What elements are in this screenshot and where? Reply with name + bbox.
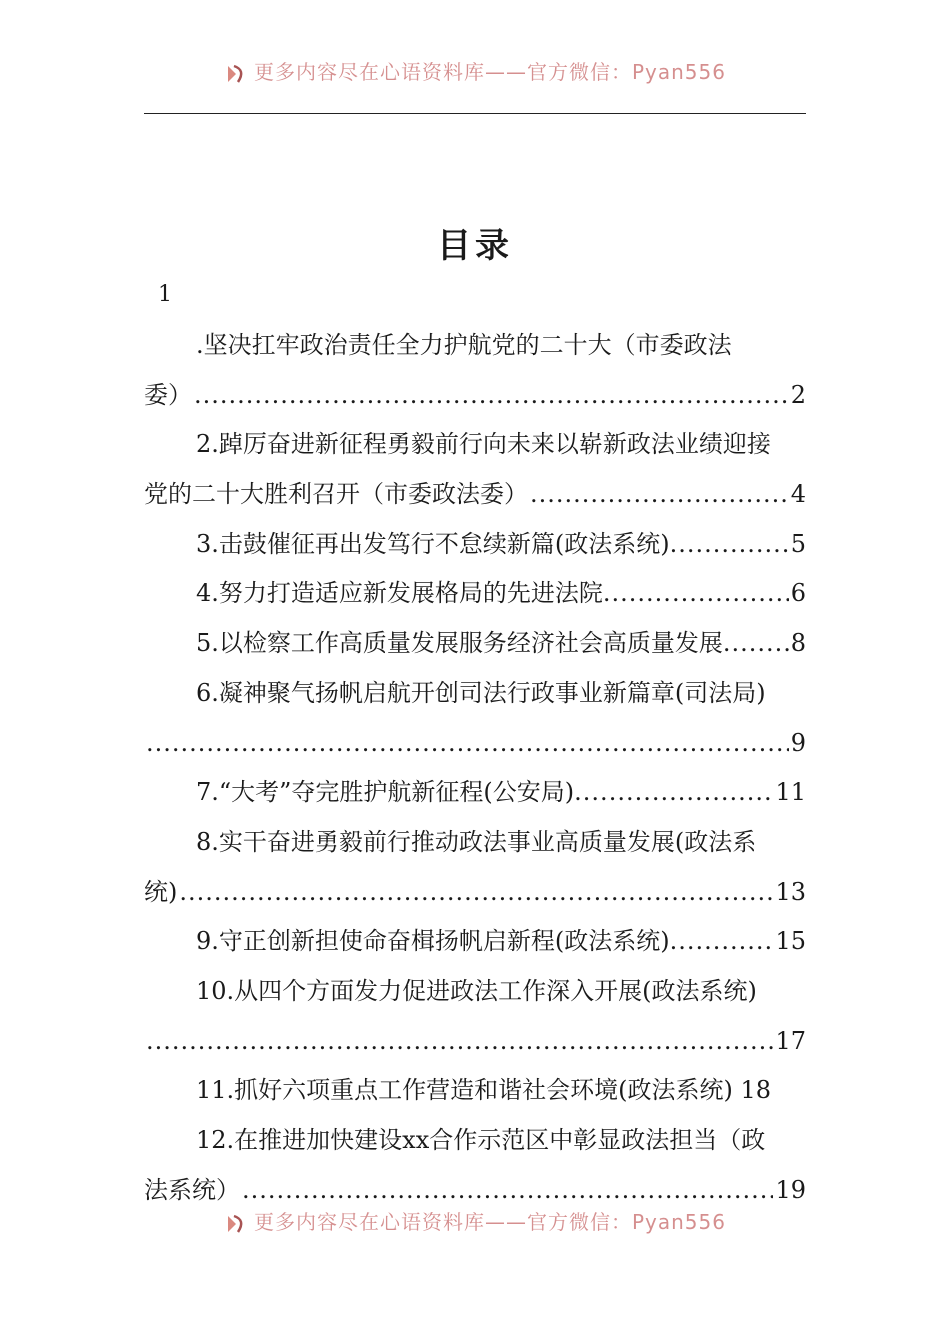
toc-page-number: 9 xyxy=(790,728,806,757)
toc-page-number: 4 xyxy=(790,480,806,509)
toc-entry-text: 8.实干奋进勇毅前行推动政法事业高质量发展(政法系 xyxy=(196,827,757,856)
toc-entry-text: 5.以检察工作高质量发展服务经济社会高质量发展 xyxy=(196,629,723,658)
toc-line xyxy=(144,719,806,769)
toc-entry-text: 委） xyxy=(144,380,192,409)
toc-entry-text: 4.努力打造适应新发展格局的先进法院 xyxy=(196,579,603,608)
toc-leader-dots xyxy=(530,470,789,520)
toc-leader-dots xyxy=(574,768,773,818)
brand-logo-icon xyxy=(224,62,248,85)
toc-line xyxy=(144,818,806,868)
toc-page-number: 5 xyxy=(790,529,806,558)
toc-leader-dots xyxy=(670,520,789,570)
toc-leader-dots xyxy=(723,619,789,669)
toc-entry-text: 6.凝神聚气扬帆启航开创司法行政事业新篇章(司法局) xyxy=(196,678,766,707)
toc-entry-text: 9.守正创新担使命奋楫扬帆启新程(政法系统) xyxy=(196,927,670,956)
toc-line xyxy=(144,321,806,371)
toc-leader-dots xyxy=(146,1017,773,1067)
watermark-footer xyxy=(0,1206,950,1234)
toc-entry-text: .坚决扛牢政治责任全力护航党的二十大（市委政法 xyxy=(196,331,732,359)
toc-leader-dots xyxy=(194,371,789,421)
toc-line xyxy=(144,569,806,619)
toc-leader-dots xyxy=(670,917,774,967)
toc-leader-dots xyxy=(146,719,789,769)
toc-line xyxy=(144,967,806,1017)
toc-entry-text: 统) xyxy=(144,877,178,906)
header-rule xyxy=(144,113,806,114)
toc-entry-text: 法系统） xyxy=(144,1175,240,1204)
toc-line xyxy=(144,1116,806,1166)
toc-page-number: 8 xyxy=(790,629,806,658)
toc-page-number: 19 xyxy=(775,1175,806,1204)
toc-leader-dots xyxy=(603,569,789,619)
toc-entry-text: 11.抓好六项重点工作营造和谐社会环境(政法系统) 18 xyxy=(196,1076,772,1105)
toc-page-number: 13 xyxy=(775,877,806,906)
toc-entry-text: 12.在推进加快建设xx合作示范区中彰显政法担当（政 xyxy=(196,1126,766,1154)
table-of-contents xyxy=(144,321,806,1215)
toc-line xyxy=(144,619,806,669)
watermark-header xyxy=(0,56,950,84)
toc-entry-text: 3.击鼓催征再出发笃行不怠续新篇(政法系统) xyxy=(196,529,670,558)
toc-leader-dots xyxy=(179,868,773,918)
watermark-text: 更多内容尽在心语资料库——官方微信：Pyan556 xyxy=(253,60,726,84)
toc-entry-text: 10.从四个方面发力促进政法工作深入开展(政法系统) xyxy=(196,976,757,1005)
brand-logo-icon xyxy=(224,1212,248,1235)
toc-entry-text: 7.“大考”夺完胜护航新征程(公安局) xyxy=(196,778,575,807)
toc-line xyxy=(144,1017,806,1067)
toc-line xyxy=(144,1066,806,1116)
toc-line xyxy=(144,768,806,818)
toc-page-number: 2 xyxy=(790,380,806,409)
toc-line xyxy=(144,470,806,520)
toc-page-number: 6 xyxy=(790,579,806,608)
toc-entry-text: 2.踔厉奋进新征程勇毅前行向未来以崭新政法业绩迎接 xyxy=(196,430,771,459)
toc-first-number: 1 xyxy=(158,282,172,307)
toc-page-number: 11 xyxy=(775,778,806,807)
toc-line xyxy=(144,420,806,470)
toc-line xyxy=(144,520,806,570)
toc-line xyxy=(144,917,806,967)
toc-entry-text: 党的二十大胜利召开（市委政法委） xyxy=(144,480,528,509)
toc-line xyxy=(144,371,806,421)
watermark-text: 更多内容尽在心语资料库——官方微信：Pyan556 xyxy=(253,1210,726,1234)
toc-page-number: 15 xyxy=(775,927,806,956)
toc-line xyxy=(144,669,806,719)
toc-page-number: 17 xyxy=(775,1026,806,1055)
page-title: 目录 xyxy=(437,226,513,266)
toc-line xyxy=(144,868,806,918)
